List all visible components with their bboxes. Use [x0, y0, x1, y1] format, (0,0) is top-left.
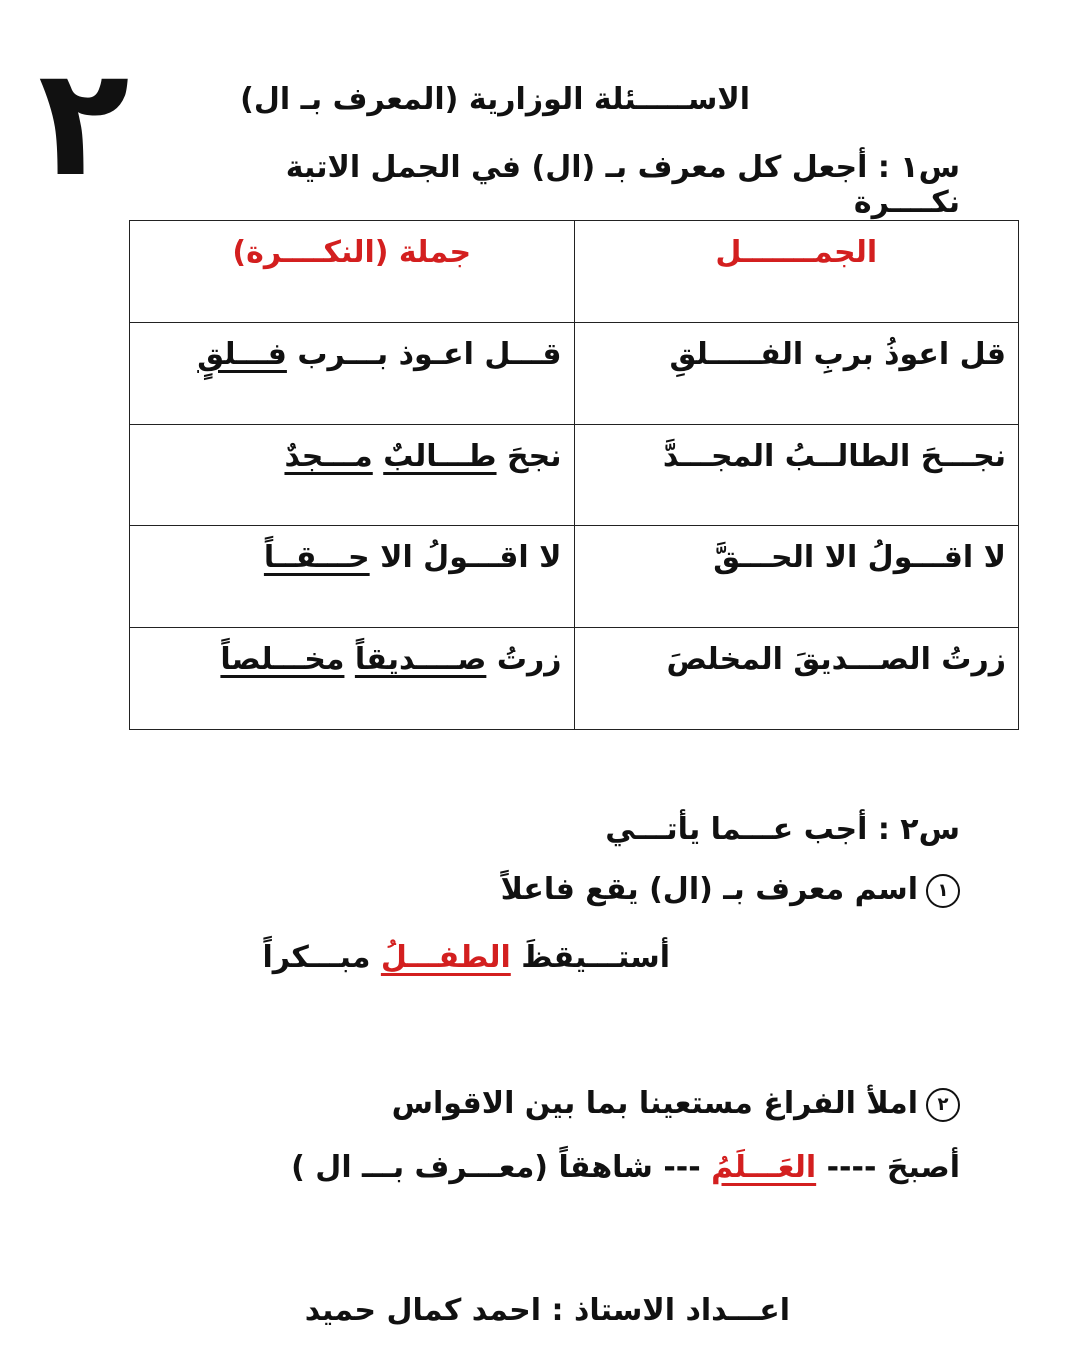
definite-sentence: نجـــحَ الطالــبُ المجـــدَّ	[574, 424, 1019, 526]
definite-sentence: قل اعوذُ بربِ الفـــــلقِ	[574, 322, 1019, 424]
answer-1	[230, 940, 670, 975]
answer-highlight: الطفـــلُ	[380, 940, 511, 975]
header-indefinite: جملة (النكــــرة)	[130, 221, 575, 323]
question-2: س٢ : أجب عـــما يأتـــي	[605, 812, 960, 847]
underlined-word: حـــقــاً	[263, 540, 370, 576]
page-number: ٢	[38, 36, 130, 210]
header-definite: الجمـــــــل	[574, 221, 1019, 323]
table-header-row	[130, 221, 1019, 323]
question-1: س١ : أجعل كل معرف بـ (ال) في الجمل الاتية نكــــرة	[285, 150, 960, 220]
item-number-badge: ١	[926, 874, 960, 908]
table-row	[130, 526, 1019, 628]
underlined-word: مخـــلصاً	[220, 642, 345, 678]
definite-sentence: زرتُ الصـــديقَ المخلصَ	[574, 628, 1019, 730]
table-row	[130, 628, 1019, 730]
answer-before: أستـــيقظَ	[521, 940, 670, 975]
item-number-badge: ٢	[926, 1088, 960, 1122]
underlined-word: مـــجدٌ	[284, 438, 373, 474]
item-text: اسم معرف بـ (ال) يقع فاعلاً	[500, 872, 918, 907]
answer-before: أصبحَ ----	[826, 1150, 960, 1185]
answer-after: مبـــكراً	[262, 940, 371, 975]
answer-highlight: العَـــلَمُ	[711, 1150, 817, 1185]
sentence-prefix: لا اقـــولُ الا	[380, 540, 562, 576]
answer-2	[220, 1150, 960, 1185]
definite-sentence: لا اقـــولُ الا الحـــقَّ	[574, 526, 1019, 628]
table-row	[130, 322, 1019, 424]
table-row	[130, 424, 1019, 526]
indefinite-sentence	[130, 424, 575, 526]
indefinite-sentence	[130, 628, 575, 730]
item-1	[380, 872, 960, 908]
underlined-word: صــــديقاً	[354, 642, 487, 678]
author-credit: اعـــداد الاستاذ : احمد كمال حميد	[304, 1293, 790, 1328]
underlined-word: فـــلقٍ	[197, 336, 287, 372]
page-title: الاســـــئلة الوزارية (المعرف بـ ال)	[240, 82, 750, 117]
item-text: املأ الفراغ مستعينا بما بين الاقواس	[391, 1086, 918, 1121]
sentence-prefix: زرتُ	[496, 642, 562, 678]
item-2	[380, 1086, 960, 1122]
sentence-prefix: قـــل اعـوذ بـــرب	[297, 336, 562, 372]
answer-after: --- شاهقاً (معـــرف بـــ ال )	[291, 1150, 701, 1185]
sentence-prefix: نجحَ	[506, 438, 562, 474]
underlined-word: طـــالبٌ	[383, 438, 497, 474]
indefinite-sentence	[130, 322, 575, 424]
indefinite-sentence	[130, 526, 575, 628]
sentences-table	[129, 220, 1019, 730]
